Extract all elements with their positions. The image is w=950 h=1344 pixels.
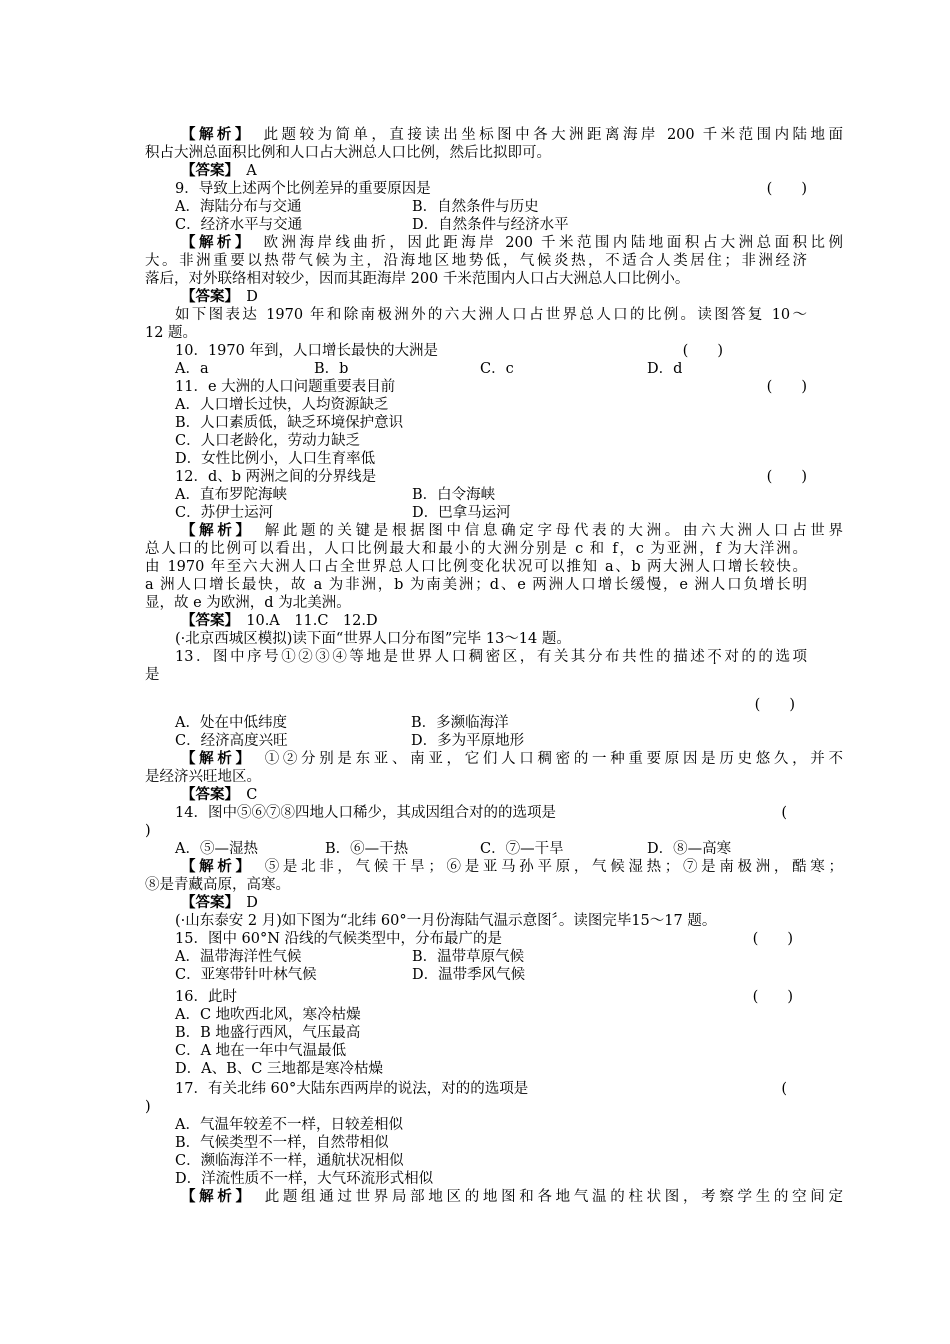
answer-tag: 【答案】 [181, 786, 232, 803]
question-13-stem-cont: 是 [145, 667, 160, 683]
answer-blank-open: ( [781, 805, 787, 821]
question-13-options-cd [175, 732, 837, 750]
question-14-options [175, 840, 837, 858]
option-a: A．温带海洋性气候 [175, 949, 302, 965]
answer-value: C [246, 787, 258, 803]
answer-tag: 【答案】 [181, 894, 232, 911]
question-13-stem: 13．图中序号①②③④等地是世界人口稠密区，有关其分布共性的描述不对的的选项 [175, 649, 807, 665]
answer-blank-close: ) [145, 823, 151, 839]
question-9-options-cd [175, 216, 837, 234]
answer-blank: ( ) [682, 343, 723, 359]
answer-tag: 【答案】 [181, 612, 232, 629]
option-d: D．d [647, 361, 683, 377]
option-a: A．处在中低纬度 [175, 715, 287, 731]
option-d: D．自然条件与经济水平 [412, 217, 569, 233]
question-15-stem: 15．图中 60°N 沿线的气候类型中，分布最广的是 ( ) [175, 931, 793, 947]
question-12-options-cd [175, 504, 837, 522]
option-b: B．气候类型不一样，自然带相似 [175, 1135, 389, 1151]
option-c: C．濒临海洋不一样，通航状况相似 [175, 1153, 404, 1169]
option-c: C．c [480, 361, 514, 377]
option-b: B．自然条件与历史 [412, 199, 539, 215]
option-a: A．人口增长过快，人均资源缺乏 [175, 397, 389, 413]
answer-blank: ( ) [766, 379, 807, 395]
group-intro: (·北京西城区模拟)读下面“世界人口分布图”完毕 13～14 题。 [175, 631, 571, 647]
question-9-stem: 9．导致上述两个比例差异的重要原因是 ( ) [175, 181, 807, 197]
question-13-options-ab [175, 714, 837, 732]
explanation-line: 【解析】 此题组通过世界局部地区的地图和各地气温的柱状图，考察学生的空间定 [181, 1188, 843, 1205]
option-a: A．直布罗陀海峡 [175, 487, 287, 503]
explanation-tag: 【解析】 [181, 858, 247, 875]
question-11-stem: 11．e 大洲的人口问题重要表目前 ( ) [175, 379, 807, 395]
question-12-options-ab [175, 486, 837, 504]
option-d: D．洋流性质不一样，大气环流形式相似 [175, 1171, 434, 1187]
question-9-options-ab [175, 198, 837, 216]
question-10-options [175, 360, 837, 378]
explanation-line: 【解析】 此题较为简单，直接读出坐标图中各大洲距离海岸 200 千米范围内陆地面 [181, 126, 843, 143]
explanation-line: 显，故 e 为欧洲，d 为北美洲。 [145, 595, 351, 611]
answer-blank-close: ) [145, 1099, 151, 1115]
option-c: C．A 地在一年中气温最低 [175, 1043, 347, 1059]
explanation-tag: 【解析】 [181, 522, 247, 539]
option-c: C．人口老龄化，劳动力缺乏 [175, 433, 361, 449]
explanation-line: 总人口的比例可以看出，人口比例最大和最小的大洲分别是 c 和 f，c 为亚洲，f 为大洋洲。 [145, 541, 807, 557]
option-d: D．女性比例小，人口生育率低 [175, 451, 376, 467]
explanation-line: 大。非洲重要以热带气候为主，沿海地区地势低，气候炎热，不适合人类居住；非洲经济 [145, 253, 807, 269]
option-a: A．气温年较差不一样，日较差相似 [175, 1117, 403, 1133]
option-b: B．b [314, 361, 349, 377]
group-intro: (·山东泰安 2 月)如下图为“北纬 60°一月份海陆气温示意图〞。读图完毕15～17 题。 [175, 913, 717, 929]
explanation-tag: 【解析】 [181, 750, 247, 767]
answer-blank: ( ) [754, 697, 795, 713]
question-17-stem: 17．有关北纬 60°大陆东西两岸的说法，对的的选项是 ( [175, 1081, 787, 1097]
option-a: A．海陆分布与交通 [175, 199, 302, 215]
answer-line [181, 288, 843, 306]
option-a: A．C 地吹西北风，寒冷枯燥 [175, 1007, 361, 1023]
answer-line [181, 612, 843, 630]
explanation-line: 【解析】 欧洲海岸线曲折，因此距海岸 200 千米范围内陆地面积占大洲总面积比例 [181, 234, 843, 251]
answer-line [181, 162, 843, 180]
answer-value: 10.A 11.C 12.D [246, 613, 378, 629]
explanation-tag: 【解析】 [181, 234, 246, 251]
explanation-line: ⑧是青藏高原，高寒。 [145, 877, 290, 893]
group-intro: 如下图表达 1970 年和除南极洲外的六大洲人口占世界总人口的比例。读图答复 10～ [175, 307, 807, 323]
explanation-line: a 洲人口增长最快，故 a 为非洲，b 为南美洲；d、e 两洲人口增长缓慢，e 洲人口负增长明 [145, 577, 807, 593]
explanation-line: 【解析】 ⑤是北非，气候干旱；⑥是亚马孙平原，气候湿热；⑦是南极洲，酷寒； [181, 858, 843, 875]
option-d: D．温带季风气候 [412, 967, 526, 983]
explanation-line: 落后，对外联络相对较少，因而其距海岸 200 千米范围内人口占大洲总人口比例小。 [145, 271, 690, 287]
question-15-options-ab [175, 948, 837, 966]
answer-value: D [246, 895, 258, 911]
question-13-blank-line [175, 696, 795, 714]
question-16-stem: 16．此时 ( ) [175, 989, 793, 1005]
option-b: B．温带草原气候 [412, 949, 525, 965]
answer-blank: ( ) [766, 181, 807, 197]
explanation-line: 由 1970 年至六大洲人口占全世界总人口比例变化状况可以推知 a、b 两大洲人口增长较快。 [145, 559, 807, 575]
group-intro: 12 题。 [145, 325, 198, 341]
explanation-line: 【解析】 ①②分别是东亚、南亚，它们人口稠密的一种重要原因是历史悠久，并不 [181, 750, 843, 767]
explanation-tag: 【解析】 [181, 126, 246, 143]
option-b: B．白令海峡 [412, 487, 496, 503]
answer-value: D [246, 289, 258, 305]
answer-tag: 【答案】 [181, 288, 232, 305]
explanation-line: 是经济兴旺地区。 [145, 769, 261, 785]
answer-line [181, 786, 843, 804]
explanation-line: 【解析】 解此题的关键是根据图中信息确定字母代表的大洲。由六大洲人口占世界 [181, 522, 843, 539]
answer-blank: ( ) [766, 469, 807, 485]
option-a: A．⑤—湿热 [175, 841, 258, 857]
option-c: C．经济水平与交通 [175, 217, 303, 233]
answer-blank: ( ) [752, 931, 793, 947]
question-15-options-cd [175, 966, 837, 984]
option-c: C．⑦—干旱 [480, 841, 564, 857]
option-c: C．苏伊士运河 [175, 505, 274, 521]
question-10-stem: 10．1970 年到，人口增长最快的大洲是 ( ) [175, 343, 723, 359]
answer-value: A [246, 163, 257, 179]
explanation-line: 积占大洲总面积比例和人口占大洲总人口比例，然后比拟即可。 [145, 145, 551, 161]
option-d: D．多为平原地形 [411, 733, 525, 749]
option-d: D．A、B、C 三地都是寒冷枯燥 [175, 1061, 383, 1077]
explanation-tag: 【解析】 [181, 1188, 247, 1205]
option-b: B．B 地盛行西风，气压最高 [175, 1025, 361, 1041]
option-b: B．人口素质低，缺乏环境保护意识 [175, 415, 404, 431]
question-14-stem: 14．图中⑤⑥⑦⑧四地人口稀少，其成因组合对的的选项是 ( [175, 805, 787, 821]
option-a: A．a [175, 361, 209, 377]
answer-blank: ( ) [752, 989, 793, 1005]
question-12-stem: 12．d、b 两洲之间的分界线是 ( ) [175, 469, 807, 485]
option-c: C．亚寒带针叶林气候 [175, 967, 317, 983]
answer-line [181, 894, 843, 912]
option-c: C．经济高度兴旺 [175, 733, 288, 749]
emphasis-mark: 不 [707, 649, 722, 665]
answer-blank-open: ( [781, 1081, 787, 1097]
option-d: D．⑧—高寒 [647, 841, 732, 857]
answer-tag: 【答案】 [181, 162, 232, 179]
option-d: D．巴拿马运河 [412, 505, 511, 521]
option-b: B．⑥—干热 [325, 841, 409, 857]
option-b: B．多濒临海洋 [411, 715, 509, 731]
